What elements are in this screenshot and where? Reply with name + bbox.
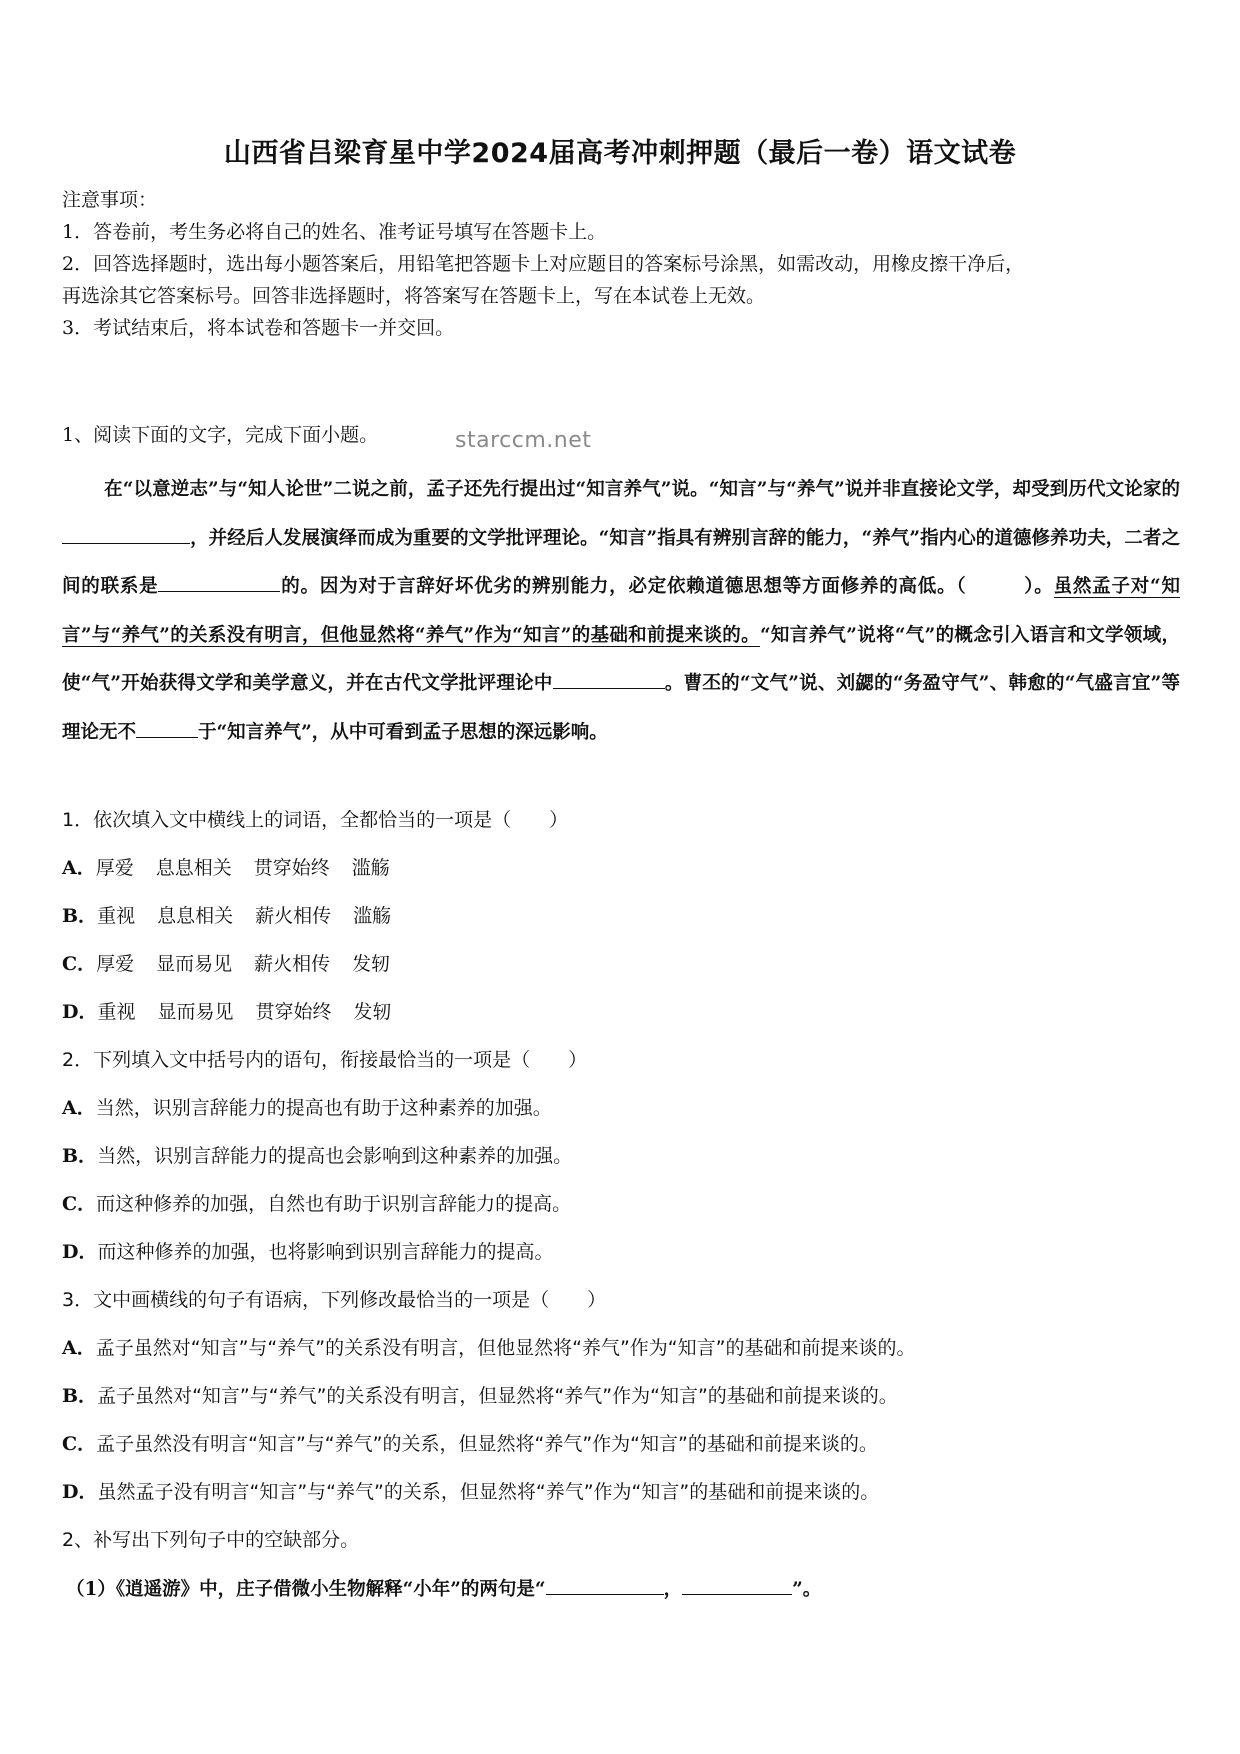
passage-text: 在“以意逆志”与“知人论世”二说之前，孟子还先行提出过“知言养气”说。“知言”与“养气”说并非直接论文学，却受到历代文论家的 [104,479,1180,500]
question-1-stem: 1．依次填入文中横线上的词语，全都恰当的一项是（ ） [62,809,569,831]
section2-question-1: （1）《逍遥游》中，庄子借微小生物解释“小年”的两句是“ ， ”。 [66,1574,821,1601]
notes-item: 再选涂其它答案标号。回答非选择题时，将答案写在答题卡上，写在本试卷上无效。 [62,285,766,307]
q3-option-b[interactable]: B．孟子虽然对“知言”与“养气”的关系没有明言，但显然将“养气”作为“知言”的基础和前提来谈的。 [62,1385,898,1407]
watermark: starccm.net [455,428,592,453]
q1-option-b[interactable]: B．重视 息息相关 薪火相传 滥觞 [62,905,392,927]
q2-option-b[interactable]: B．当然，识别言辞能力的提高也会影响到这种素养的加强。 [62,1145,573,1167]
reading-passage [62,466,1180,757]
fill-blank-1[interactable] [62,523,190,544]
passage-text: ，并经后人发展演绎而成为重要的文学批评理论。“知言”指具有辨别言辞的能力，“养气”指内心的道德修养功夫，二者之间的联系是 [62,527,1180,597]
section2-heading: 2、补写出下列句子中的空缺部分。 [62,1529,360,1551]
q1-option-a[interactable]: A．厚爱 息息相关 贯穿始终 滥觞 [62,857,390,879]
fill-blank-6[interactable] [682,1574,792,1595]
passage-text: 。曹丕的“文气”说、刘勰的“务盈守气”、韩愈的“气盛言宜”等理论无不 [62,673,1180,743]
q2-option-c[interactable]: C．而这种修养的加强，自然也有助于识别言辞能力的提高。 [62,1193,572,1215]
option-label: B． [62,905,98,927]
passage-text: 的。因为对于言辞好坏优劣的辨别能力，必定依赖道德思想等方面修养的高低。（ ）。 [280,576,1054,597]
fill-blank-2[interactable] [158,571,280,592]
q1-option-d[interactable]: D．重视 显而易见 贯穿始终 发轫 [62,1001,392,1023]
option-label: C． [62,953,97,975]
question-2-stem: 2．下列填入文中括号内的语句，衔接最恰当的一项是（ ） [62,1049,588,1071]
q3-option-c[interactable]: C．孟子虽然没有明言“知言”与“养气”的关系，但显然将“养气”作为“知言”的基础和前提来谈的。 [62,1433,878,1455]
q3-option-d[interactable]: D．虽然孟子没有明言“知言”与“养气”的关系，但显然将“养气”作为“知言”的基础和前提来谈的。 [62,1481,880,1503]
q3-option-a[interactable]: A．孟子虽然对“知言”与“养气”的关系没有明言，但他显然将“养气”作为“知言”的基础和前提来谈的。 [62,1337,916,1359]
notes-item: 1．答卷前，考生务必将自己的姓名、准考证号填写在答题卡上。 [62,221,607,243]
notes-item: 3．考试结束后，将本试卷和答题卡一并交回。 [62,317,455,339]
passage-text: “知言养气”说将“气”的概念引入语言和文学领域，使“气”开始获得文学和美学意义，并在古代文学批评理论中 [62,624,1180,694]
fill-blank-4[interactable] [136,717,198,738]
notes-heading: 注意事项： [62,189,158,211]
q1-option-c[interactable]: C．厚爱 显而易见 薪火相传 发轫 [62,953,391,975]
option-label: A． [62,857,96,879]
fill-blank-5[interactable] [546,1574,664,1595]
passage-text: 于“知言养气”，从中可看到孟子思想的深远影响。 [198,721,608,743]
fill-blank-3[interactable] [553,668,665,689]
underlined-sentence: 虽然孟子对“知言”与“养气”的关系没有明言，但他显然将“养气”作为“知言”的基础和前提来谈的。 [62,576,1180,646]
option-label: D． [62,1001,98,1023]
notes-item: 2．回答选择题时，选出每小题答案后，用铅笔把答题卡上对应题目的答案标号涂黑，如需改动，用橡皮擦干净后， [62,253,1025,275]
q2-option-a[interactable]: A．当然，识别言辞能力的提高也有助于这种素养的加强。 [62,1097,552,1119]
section1-heading: 1、阅读下面的文字，完成下面小题。 [62,424,379,446]
page-title: 山西省吕梁育星中学2024届高考冲刺押题（最后一卷）语文试卷 [223,138,1017,169]
notes-section [62,184,1178,344]
q2-option-d[interactable]: D．而这种修养的加强，也将影响到识别言辞能力的提高。 [62,1241,554,1263]
question-3-stem: 3．文中画横线的句子有语病，下列修改最恰当的一项是（ ） [62,1289,607,1311]
